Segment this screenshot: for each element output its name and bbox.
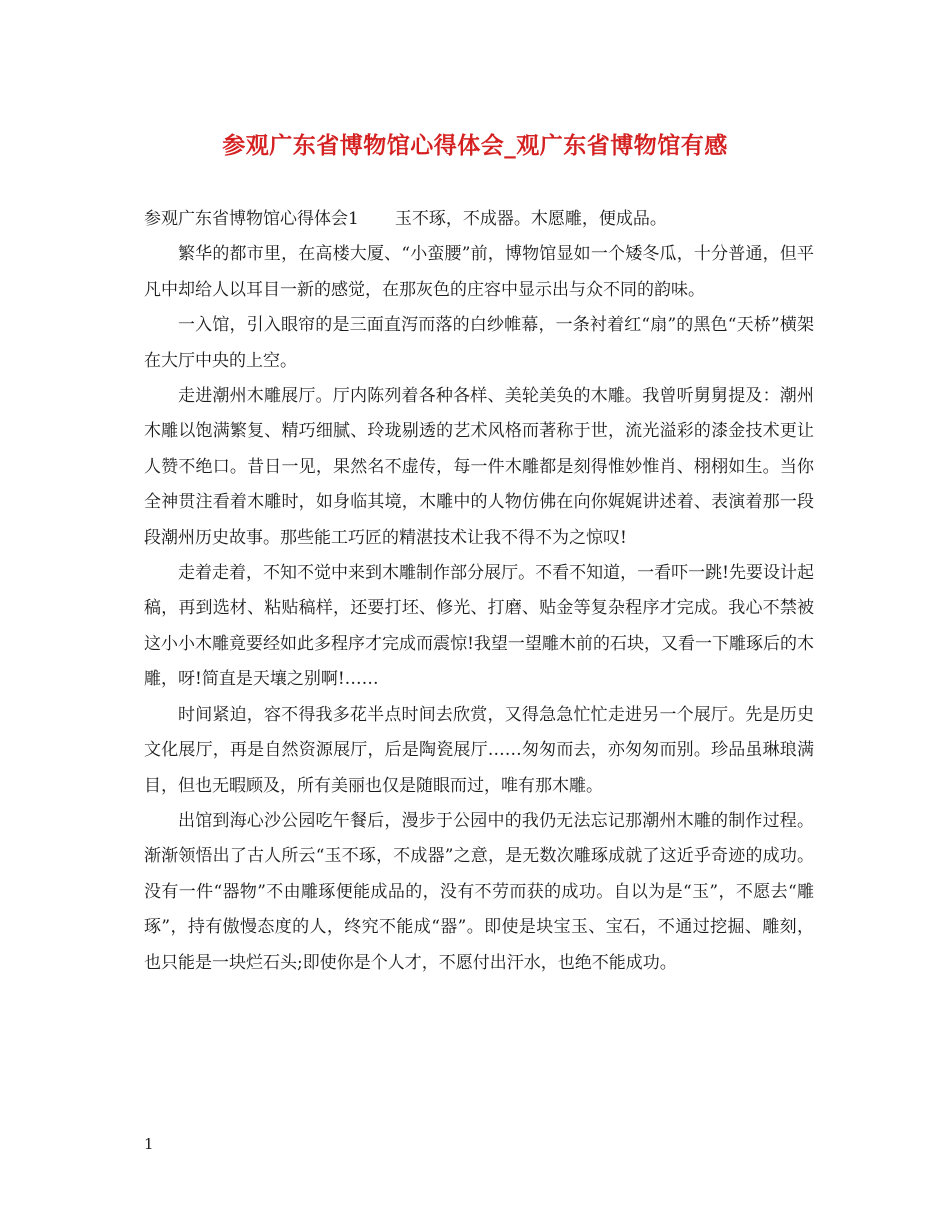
document-body xyxy=(144,202,814,981)
lead-heading: 参观广东省博物馆心得体会1 xyxy=(144,209,359,229)
lead-text: 玉不琢，不成器。木愿雕，便成品。 xyxy=(394,209,667,229)
paragraph: 走进潮州木雕展厅。厅内陈列着各种各样、美轮美奂的木雕。我曾听舅舅提及：潮州木雕以饱满繁复、精巧细腻、玲珑剔透的艺术风格而著称于世，流光溢彩的漆金技术更让人赞不绝口。昔日一见，果然名不虚传，每一件木雕都是刻得惟妙惟肖、栩栩如生。当你全神贯注看着木雕时，如身临其境，木雕中的人物仿佛在向你娓娓讲述着、表演着那一段段潮州历史故事。那些能工巧匠的精湛技术让我不得不为之惊叹! xyxy=(144,386,814,548)
paragraph: 繁华的都市里，在高楼大厦、“小蛮腰”前，博物馆显如一个矮冬瓜，十分普通，但平凡中却给人以耳目一新的感觉，在那灰色的庄容中显示出与众不同的韵味。 xyxy=(144,244,814,300)
paragraph: 出馆到海心沙公园吃午餐后，漫步于公园中的我仍无法忘记那潮州木雕的制作过程。渐渐领悟出了古人所云“玉不琢，不成器”之意，是无数次雕琢成就了这近乎奇迹的成功。没有一件“器物”不由雕琢便能成品的，没有不劳而获的成功。自以为是“玉”，不愿去“雕琢”，持有傲慢态度的人，终究不能成“器”。即使是块宝玉、宝石，不通过挖掘、雕刻，也只能是一块烂石头;即使你是个人才，不愿付出汗水，也绝不能成功。 xyxy=(144,810,814,973)
paragraph: 一入馆，引入眼帘的是三面直泻而落的白纱帷幕，一条衬着红“扇”的黑色“天桥”横架在大厅中央的上空。 xyxy=(144,315,814,371)
lead-paragraph xyxy=(144,202,814,237)
paragraph: 走着走着，不知不觉中来到木雕制作部分展厅。不看不知道，一看吓一跳!先要设计起稿，再到选材、粘贴稿样，还要打坯、修光、打磨、贴金等复杂程序才完成。我心不禁被这小小木雕竟要经如此多程序才完成而震惊!我望一望雕木前的石块，又看一下雕琢后的木雕，呀!简直是天壤之别啊!…… xyxy=(144,563,814,690)
page-title: 参观广东省博物馆心得体会_观广东省博物馆有感 xyxy=(222,132,728,159)
paragraph: 时间紧迫，容不得我多花半点时间去欣赏，又得急急忙忙走进另一个展厅。先是历史文化展厅，再是自然资源展厅，后是陶瓷展厅……匆匆而去，亦匆匆而别。珍品虽琳琅满目，但也无暇顾及，所有美丽也仅是随眼而过，唯有那木雕。 xyxy=(144,704,814,796)
page-number: 1 xyxy=(144,1135,154,1153)
